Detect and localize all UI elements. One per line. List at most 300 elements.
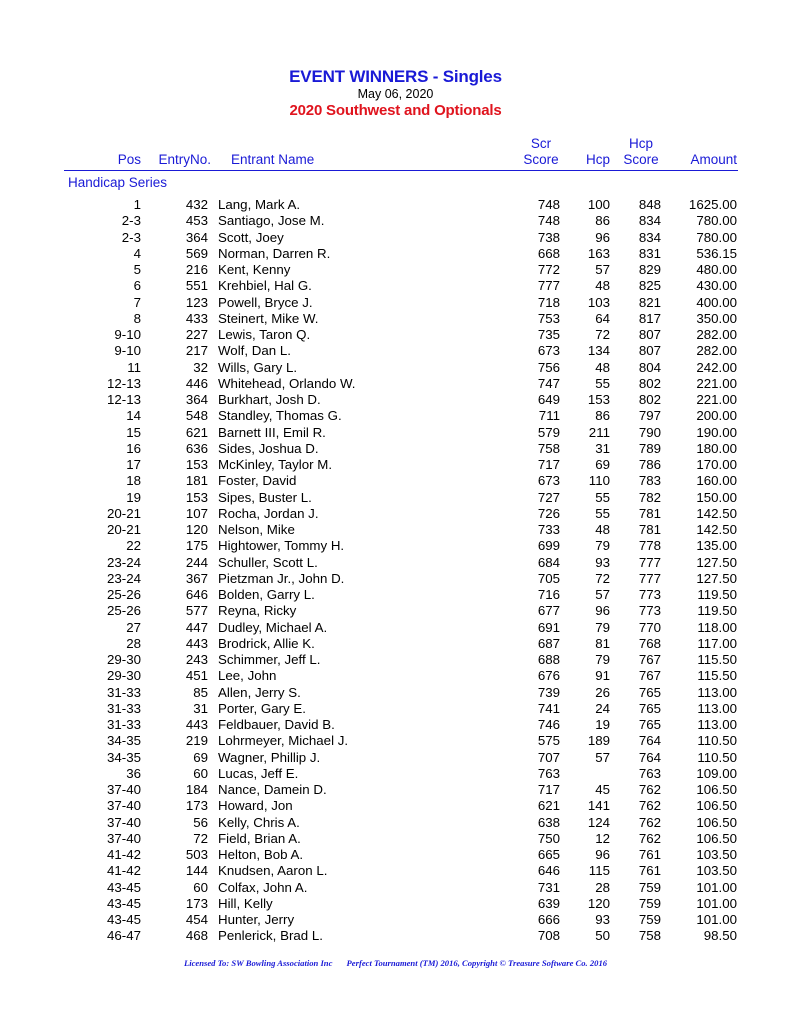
scratch-score-cell: 684 <box>537 554 560 570</box>
table-row <box>0 571 791 587</box>
scratch-score-cell: 741 <box>537 700 560 716</box>
name-cell: Feldbauer, David B. <box>218 717 335 732</box>
handicap-cell: 79 <box>595 538 610 554</box>
entry-cell: 443 <box>185 635 208 651</box>
handicap-score-cell: 764 <box>638 733 661 749</box>
pos-cell: 29-30 <box>106 652 141 667</box>
name-cell: Allen, Jerry S. <box>218 684 301 700</box>
amount-cell: 98.50 <box>703 928 737 944</box>
scratch-score-cell: 665 <box>537 847 560 862</box>
handicap-cell: 163 <box>587 245 610 261</box>
amount-cell: 109.00 <box>696 765 737 781</box>
pos-cell: 11 <box>127 359 141 375</box>
amount-cell: 200.00 <box>696 408 737 424</box>
pos-cell: 41-42 <box>106 847 141 862</box>
scratch-score-cell: 646 <box>537 863 560 879</box>
amount-cell: 142.50 <box>696 505 737 521</box>
handicap-cell: 31 <box>595 440 610 456</box>
entry-cell: 636 <box>185 440 208 456</box>
scratch-score-cell: 708 <box>537 928 560 944</box>
handicap-cell: 141 <box>587 798 610 814</box>
handicap-score-cell: 834 <box>638 229 661 245</box>
table-row <box>0 652 791 668</box>
name-cell: Nelson, Mike <box>218 522 295 537</box>
handicap-cell: 91 <box>595 668 610 684</box>
handicap-score-cell: 773 <box>638 603 661 619</box>
scratch-score-cell: 691 <box>537 619 560 635</box>
name-cell: Kent, Kenny <box>218 262 291 277</box>
handicap-cell: 72 <box>595 570 610 586</box>
handicap-score-cell: 786 <box>638 457 661 472</box>
name-cell: Nance, Damein D. <box>218 782 327 797</box>
pos-cell: 31-33 <box>106 700 141 716</box>
pos-cell: 5 <box>133 262 141 277</box>
table-row <box>0 295 791 311</box>
handicap-score-cell: 761 <box>638 863 661 879</box>
scratch-score-cell: 621 <box>537 798 560 814</box>
scratch-score-cell: 673 <box>537 343 560 359</box>
table-row <box>0 246 791 262</box>
scratch-score-cell: 668 <box>537 245 560 261</box>
table-row <box>0 847 791 863</box>
scratch-score-cell: 711 <box>538 408 560 424</box>
handicap-cell: 55 <box>595 505 610 521</box>
name-cell: Brodrick, Allie K. <box>218 635 315 651</box>
handicap-score-cell: 817 <box>638 310 661 326</box>
name-cell: Dudley, Michael A. <box>218 619 328 635</box>
table-row <box>0 863 791 879</box>
handicap-score-cell: 762 <box>638 798 661 814</box>
table-row <box>0 506 791 522</box>
name-cell: Foster, David <box>218 473 297 489</box>
name-cell: Knudsen, Aaron L. <box>218 863 328 879</box>
name-cell: Field, Brian A. <box>218 830 301 846</box>
header-divider <box>64 170 738 171</box>
amount-cell: 101.00 <box>696 879 737 895</box>
handicap-cell: 96 <box>595 847 610 862</box>
handicap-cell: 57 <box>595 587 610 602</box>
table-row <box>0 668 791 684</box>
entry-cell: 503 <box>185 847 208 862</box>
handicap-cell: 50 <box>595 928 610 944</box>
handicap-cell: 12 <box>595 830 610 846</box>
handicap-cell: 57 <box>595 749 610 765</box>
name-cell: Helton, Bob A. <box>218 847 304 862</box>
amount-cell: 190.00 <box>696 424 737 440</box>
scratch-score-cell: 748 <box>537 213 560 229</box>
name-cell: Rocha, Jordan J. <box>218 505 319 521</box>
amount-cell: 480.00 <box>696 262 737 277</box>
amount-cell: 119.50 <box>697 587 737 602</box>
entry-cell: 123 <box>185 294 208 310</box>
amount-cell: 113.00 <box>697 717 737 732</box>
name-cell: Hunter, Jerry <box>218 912 295 927</box>
entry-cell: 181 <box>185 473 208 489</box>
table-row <box>0 522 791 538</box>
amount-cell: 106.50 <box>696 782 737 797</box>
table-row <box>0 555 791 571</box>
handicap-cell: 69 <box>595 457 610 472</box>
scratch-score-cell: 717 <box>537 457 560 472</box>
col-hcp-score-top: Hcp <box>628 136 653 151</box>
handicap-score-cell: 765 <box>638 700 661 716</box>
amount-cell: 536.15 <box>696 245 737 261</box>
amount-cell: 101.00 <box>696 895 737 911</box>
entry-cell: 551 <box>185 278 208 294</box>
handicap-cell: 19 <box>595 717 610 732</box>
entry-cell: 69 <box>193 749 208 765</box>
handicap-cell: 110 <box>588 473 610 489</box>
table-row <box>0 327 791 343</box>
pos-cell: 19 <box>126 489 141 505</box>
name-cell: Wagner, Phillip J. <box>218 749 321 765</box>
name-cell: Lang, Mark A. <box>218 197 301 212</box>
table-row <box>0 766 791 782</box>
scratch-score-cell: 738 <box>537 229 560 245</box>
entry-cell: 153 <box>185 489 208 505</box>
table-row <box>0 587 791 603</box>
entry-cell: 443 <box>185 717 208 732</box>
entry-cell: 446 <box>185 375 208 391</box>
entry-cell: 173 <box>185 798 208 814</box>
entry-cell: 243 <box>185 652 208 667</box>
handicap-cell: 57 <box>595 262 610 277</box>
pos-cell: 14 <box>126 408 141 424</box>
page-title: EVENT WINNERS - Singles <box>289 67 502 86</box>
table-row <box>0 733 791 749</box>
handicap-cell: 72 <box>595 327 610 342</box>
handicap-cell: 79 <box>595 619 610 635</box>
table-row <box>0 392 791 408</box>
amount-cell: 282.00 <box>696 343 737 359</box>
handicap-score-cell: 759 <box>638 895 661 911</box>
pos-cell: 23-24 <box>106 554 141 570</box>
pos-cell: 8 <box>133 310 141 326</box>
pos-cell: 36 <box>126 765 141 781</box>
entry-cell: 577 <box>185 603 208 619</box>
handicap-score-cell: 829 <box>638 262 661 277</box>
entry-cell: 120 <box>185 522 208 537</box>
handicap-cell: 24 <box>595 700 610 716</box>
col-hcp: Hcp <box>585 152 610 167</box>
scratch-score-cell: 758 <box>537 440 560 456</box>
handicap-cell: 45 <box>595 782 610 797</box>
name-cell: Burkhart, Josh D. <box>218 392 321 407</box>
amount-cell: 113.00 <box>697 700 737 716</box>
handicap-score-cell: 761 <box>638 847 661 862</box>
col-hcp-score-bottom: Score <box>623 152 659 167</box>
scratch-score-cell: 727 <box>537 489 560 505</box>
table-row <box>0 880 791 896</box>
name-cell: Norman, Darren R. <box>218 245 331 261</box>
amount-cell: 400.00 <box>696 294 737 310</box>
handicap-score-cell: 762 <box>638 814 661 830</box>
amount-cell: 780.00 <box>696 213 737 229</box>
scratch-score-cell: 777 <box>537 278 560 294</box>
name-cell: Schimmer, Jeff L. <box>218 652 321 667</box>
entry-cell: 367 <box>185 570 208 586</box>
amount-cell: 135.00 <box>696 538 737 554</box>
table-row <box>0 197 791 213</box>
col-pos: Pos <box>117 152 141 167</box>
table-row <box>0 620 791 636</box>
handicap-cell: 86 <box>595 408 610 424</box>
handicap-cell: 28 <box>595 879 610 895</box>
name-cell: Schuller, Scott L. <box>218 554 318 570</box>
scratch-score-cell: 687 <box>537 635 560 651</box>
amount-cell: 170.00 <box>696 457 737 472</box>
table-row <box>0 603 791 619</box>
amount-cell: 106.50 <box>696 814 737 830</box>
entry-cell: 184 <box>185 782 208 797</box>
scratch-score-cell: 731 <box>537 879 560 895</box>
scratch-score-cell: 575 <box>537 733 560 749</box>
pos-cell: 43-45 <box>106 895 141 911</box>
amount-cell: 110.50 <box>697 733 737 749</box>
handicap-cell: 79 <box>595 652 610 667</box>
pos-cell: 15 <box>126 424 141 440</box>
pos-cell: 28 <box>126 635 141 651</box>
handicap-score-cell: 802 <box>638 375 661 391</box>
handicap-score-cell: 782 <box>638 489 661 505</box>
pos-cell: 34-35 <box>106 733 141 749</box>
pos-cell: 46-47 <box>106 928 141 944</box>
entry-cell: 227 <box>185 327 208 342</box>
table-row <box>0 831 791 847</box>
table-row <box>0 425 791 441</box>
col-entry: EntryNo. <box>158 152 211 167</box>
handicap-score-cell: 797 <box>638 408 661 424</box>
entry-cell: 569 <box>185 245 208 261</box>
handicap-score-cell: 831 <box>638 245 661 261</box>
amount-cell: 113.00 <box>697 684 737 700</box>
scratch-score-cell: 688 <box>537 652 560 667</box>
entry-cell: 364 <box>185 229 208 245</box>
amount-cell: 180.00 <box>696 440 737 456</box>
pos-cell: 9-10 <box>114 327 141 342</box>
name-cell: Bolden, Garry L. <box>218 587 315 602</box>
handicap-score-cell: 777 <box>638 554 661 570</box>
pos-cell: 16 <box>126 440 141 456</box>
pos-cell: 27 <box>126 619 141 635</box>
name-cell: Standley, Thomas G. <box>218 408 342 424</box>
entry-cell: 175 <box>185 538 208 554</box>
handicap-score-cell: 767 <box>638 652 661 667</box>
scratch-score-cell: 750 <box>537 830 560 846</box>
amount-cell: 221.00 <box>696 375 737 391</box>
entry-cell: 31 <box>193 700 208 716</box>
table-row <box>0 717 791 733</box>
name-cell: Lohrmeyer, Michael J. <box>218 733 349 749</box>
amount-cell: 160.00 <box>696 473 737 489</box>
pos-cell: 37-40 <box>106 782 141 797</box>
pos-cell: 9-10 <box>114 343 141 359</box>
handicap-score-cell: 783 <box>638 473 661 489</box>
results-table <box>0 197 791 945</box>
entry-cell: 72 <box>193 830 208 846</box>
pos-cell: 43-45 <box>106 912 141 927</box>
entry-cell: 433 <box>185 310 208 326</box>
handicap-score-cell: 763 <box>638 765 661 781</box>
scratch-score-cell: 746 <box>537 717 560 732</box>
handicap-score-cell: 758 <box>638 928 661 944</box>
name-cell: Lewis, Taron Q. <box>218 327 311 342</box>
amount-cell: 119.50 <box>697 603 737 619</box>
handicap-cell: 96 <box>595 229 610 245</box>
handicap-cell: 55 <box>595 375 610 391</box>
table-row <box>0 278 791 294</box>
pos-cell: 2-3 <box>121 229 141 245</box>
pos-cell: 2-3 <box>121 213 141 229</box>
amount-cell: 1625.00 <box>688 197 737 212</box>
entry-cell: 454 <box>185 912 208 927</box>
entry-cell: 621 <box>185 424 208 440</box>
handicap-cell: 134 <box>587 343 610 359</box>
scratch-score-cell: 753 <box>537 310 560 326</box>
handicap-cell: 64 <box>595 310 610 326</box>
name-cell: Pietzman Jr., John D. <box>218 570 345 586</box>
name-cell: Sipes, Buster L. <box>218 489 312 505</box>
scratch-score-cell: 699 <box>537 538 560 554</box>
entry-cell: 219 <box>185 733 208 749</box>
amount-cell: 142.50 <box>696 522 737 537</box>
table-row <box>0 685 791 701</box>
table-row <box>0 311 791 327</box>
name-cell: Wolf, Dan L. <box>218 343 291 359</box>
pos-cell: 12-13 <box>106 392 141 407</box>
table-row <box>0 376 791 392</box>
scratch-score-cell: 756 <box>537 359 560 375</box>
name-cell: Lucas, Jeff E. <box>218 765 299 781</box>
handicap-score-cell: 765 <box>638 717 661 732</box>
footer <box>0 958 791 968</box>
handicap-cell: 55 <box>595 489 610 505</box>
amount-cell: 115.50 <box>697 652 737 667</box>
table-row <box>0 928 791 944</box>
entry-cell: 216 <box>185 262 208 277</box>
table-row <box>0 538 791 554</box>
scratch-score-cell: 735 <box>537 327 560 342</box>
name-cell: Whitehead, Orlando W. <box>218 375 356 391</box>
event-date: May 06, 2020 <box>357 87 434 101</box>
handicap-cell: 48 <box>595 359 610 375</box>
amount-cell: 350.00 <box>696 310 737 326</box>
handicap-cell: 86 <box>595 213 610 229</box>
scratch-score-cell: 707 <box>537 749 560 765</box>
table-row <box>0 896 791 912</box>
col-name: Entrant Name <box>231 152 315 167</box>
table-row <box>0 798 791 814</box>
scratch-score-cell: 739 <box>537 684 560 700</box>
handicap-cell: 189 <box>587 733 610 749</box>
handicap-score-cell: 765 <box>638 684 661 700</box>
name-cell: Santiago, Jose M. <box>218 213 325 229</box>
handicap-cell: 81 <box>595 635 610 651</box>
scratch-score-cell: 676 <box>537 668 560 684</box>
table-row <box>0 912 791 928</box>
entry-cell: 447 <box>185 619 208 635</box>
table-row <box>0 262 791 278</box>
name-cell: Penlerick, Brad L. <box>218 928 323 944</box>
amount-cell: 127.50 <box>696 554 737 570</box>
name-cell: Porter, Gary E. <box>218 700 306 716</box>
amount-cell: 221.00 <box>696 392 737 407</box>
handicap-cell: 93 <box>595 554 610 570</box>
name-cell: Reyna, Ricky <box>218 603 297 619</box>
handicap-score-cell: 770 <box>638 619 661 635</box>
amount-cell: 101.00 <box>696 912 737 927</box>
amount-cell: 430.00 <box>696 278 737 294</box>
scratch-score-cell: 726 <box>537 505 560 521</box>
amount-cell: 106.50 <box>696 830 737 846</box>
scratch-score-cell: 748 <box>537 197 560 212</box>
name-cell: Hill, Kelly <box>218 895 273 911</box>
handicap-score-cell: 778 <box>638 538 661 554</box>
entry-cell: 85 <box>193 684 208 700</box>
entry-cell: 60 <box>193 765 208 781</box>
scratch-score-cell: 639 <box>537 895 560 911</box>
pos-cell: 17 <box>126 457 141 472</box>
handicap-score-cell: 762 <box>638 782 661 797</box>
handicap-score-cell: 848 <box>638 197 661 212</box>
name-cell: Powell, Bryce J. <box>218 294 313 310</box>
entry-cell: 432 <box>185 197 208 212</box>
handicap-score-cell: 781 <box>638 505 661 521</box>
entry-cell: 56 <box>193 814 208 830</box>
handicap-score-cell: 834 <box>638 213 661 229</box>
handicap-score-cell: 768 <box>638 635 661 651</box>
pos-cell: 43-45 <box>106 879 141 895</box>
pos-cell: 37-40 <box>106 830 141 846</box>
name-cell: Barnett III, Emil R. <box>218 424 326 440</box>
handicap-cell: 124 <box>587 814 610 830</box>
entry-cell: 60 <box>193 879 208 895</box>
col-scr-top: Scr <box>530 136 552 151</box>
entry-cell: 153 <box>185 457 208 472</box>
pos-cell: 25-26 <box>106 587 141 602</box>
footer-copyright: Perfect Tournament (TM) 2016, Copyright © Treasure Software Co. 2016 <box>346 958 608 968</box>
handicap-cell: 103 <box>587 294 610 310</box>
scratch-score-cell: 718 <box>537 294 560 310</box>
name-cell: McKinley, Taylor M. <box>218 457 333 472</box>
name-cell: Sides, Joshua D. <box>218 440 319 456</box>
pos-cell: 22 <box>126 538 141 554</box>
scratch-score-cell: 717 <box>537 782 560 797</box>
entry-cell: 451 <box>185 668 208 684</box>
scratch-score-cell: 673 <box>537 473 560 489</box>
name-cell: Hightower, Tommy H. <box>218 538 345 554</box>
name-cell: Scott, Joey <box>218 229 284 245</box>
table-row <box>0 782 791 798</box>
entry-cell: 364 <box>185 392 208 407</box>
table-row <box>0 213 791 229</box>
scratch-score-cell: 716 <box>537 587 560 602</box>
handicap-cell: 211 <box>588 424 610 440</box>
handicap-score-cell: 767 <box>638 668 661 684</box>
name-cell: Colfax, John A. <box>218 879 308 895</box>
handicap-score-cell: 764 <box>638 749 661 765</box>
col-scr-bottom: Score <box>523 152 559 167</box>
name-cell: Wills, Gary L. <box>218 359 298 375</box>
pos-cell: 7 <box>133 294 141 310</box>
handicap-score-cell: 790 <box>638 424 661 440</box>
scratch-score-cell: 638 <box>537 814 560 830</box>
entry-cell: 32 <box>193 359 208 375</box>
entry-cell: 173 <box>185 895 208 911</box>
handicap-cell: 48 <box>595 522 610 537</box>
pos-cell: 34-35 <box>106 749 141 765</box>
pos-cell: 6 <box>133 278 141 294</box>
